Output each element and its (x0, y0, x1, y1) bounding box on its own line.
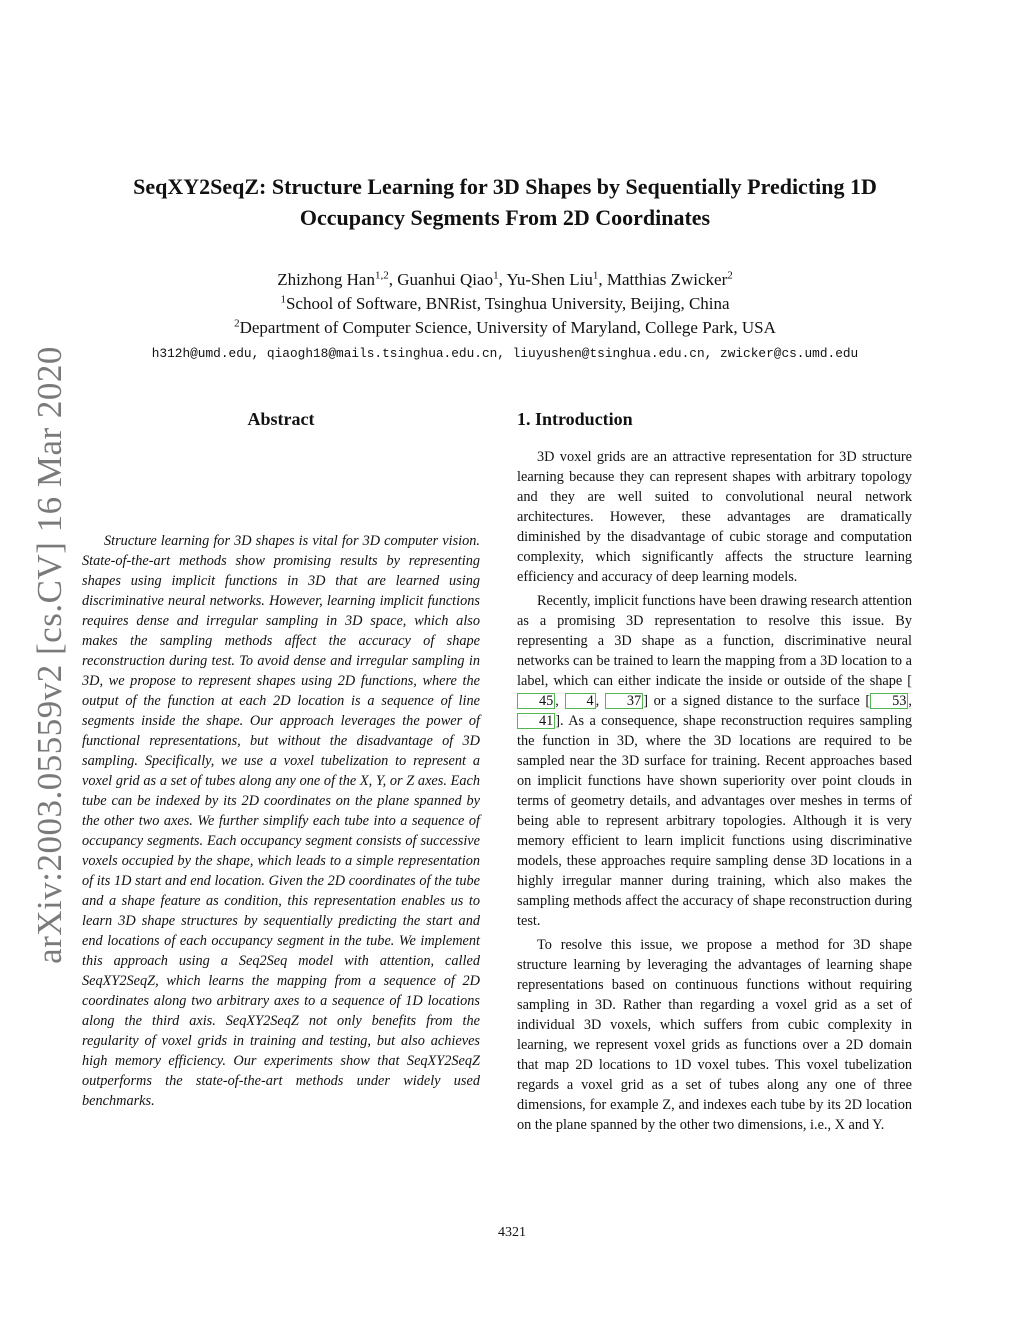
author-affiliation-mark: 1 (493, 269, 499, 282)
arxiv-stamp: arXiv:2003.05559v2 [cs.CV] 16 Mar 2020 (30, 346, 69, 964)
citation-separator: , (595, 693, 605, 709)
author-list (70, 268, 940, 292)
affiliation-2 (70, 316, 940, 340)
citation-separator: , (555, 693, 565, 709)
author-emails: h312h@umd.edu, qiaogh18@mails.tsinghua.edu.cn, liuyushen@tsinghua.edu.cn, zwicker@cs.umd.edu (151, 346, 859, 361)
citation-link[interactable]: 53 (870, 693, 908, 709)
intro-text-segment: ]. As a consequence, shape reconstruction requires sampling the function in 3D, where the 3D locations are required to be sampled near the 3D surface for training. Recent approaches based on implicit functions have shown superiority over point clouds in terms of geometry details, and advantages over meshes in terms of being able to represent arbitrary topologies. Although it is very memory efficient to learn implicit functions using discriminative models, these approaches require sampling dense 3D locations in a highly irregular manner during training, which also makes the sampling methods affect the accuracy of shape reconstruction during test. (517, 713, 912, 929)
intro-text-segment: ] or a signed distance to the surface [ (643, 693, 871, 709)
introduction-heading: 1. Introduction (517, 409, 633, 429)
title-line-1: SeqXY2SeqZ: Structure Learning for 3D Shapes by Sequentially Predicting 1D (133, 174, 877, 199)
affiliation-text: School of Software, BNRist, Tsinghua University, Beijing, China (285, 294, 730, 313)
citation-separator: , (908, 693, 912, 709)
affiliation-mark: 1 (280, 293, 286, 306)
intro-paragraph-3: To resolve this issue, we propose a method for 3D shape structure learning by leveraging the advantages of learning shape representations based on continuous functions without requiring sampling in 3D. Rather than regarding a voxel grid as a set of individual 3D voxels, which suffers from cubic complexity in learning, we represent voxel grids as functions over a 2D domain that map 2D locations to 1D voxel tubes. This voxel tubelization regards a voxel grid as a set of tubes along any one of three dimensions, for example Z, and indexes each tube by its 2D location on the plane spanned by the other two dimensions, i.e., X and Y. (517, 937, 912, 1133)
author-affiliation-mark: 1 (592, 269, 599, 282)
intro-paragraph-2 (517, 591, 912, 931)
affiliation-text: Department of Computer Science, University of Maryland, College Park, USA (239, 318, 776, 337)
author-name: , Yu-Shen Liu (498, 270, 593, 289)
title-line-2: Occupancy Segments From 2D Coordinates (299, 205, 711, 230)
citation-link[interactable]: 4 (565, 693, 596, 709)
author-affiliation-mark: 2 (727, 269, 733, 282)
citation-link[interactable]: 45 (517, 693, 555, 709)
abstract-paragraph: Structure learning for 3D shapes is vital for 3D computer vision. State-of-the-art methods show promising results by representing shapes using implicit functions in 3D that are learned using discriminative neural networks. However, learning implicit functions requires dense and irregular sampling in 3D space, which also makes the sampling methods affect the accuracy of shape reconstruction during test. To avoid dense and irregular sampling in 3D, we propose to represent shapes using 2D functions, where the output of the function at each 2D location is a sequence of line segments inside the shape. Our approach leverages the power of functional representations, but without the disadvantage of 3D sampling. Specifically, we use a voxel tubelization to represent a voxel grid as a set of tubes along any one of the X, Y, or Z axes. Each tube can be indexed by its 2D coordinates on the plane spanned by the other two axes. We further simplify each tube into a sequence of occupancy segments. Each occupancy segment consists of successive voxels occupied by the shape, which leads to a simple representation of its 1D start and end location. Given the 2D coordinates of the tube and a shape feature as condition, this representation enables us to learn 3D shape structures by sequentially predicting the start and end locations of each occupancy segment in the tube. We implement this approach using a Seq2Seq model with attention, called SeqXY2SeqZ, which learns the mapping from a sequence of 2D coordinates along two arbitrary axes to a sequence of 1D locations along the third axis. SeqXY2SeqZ not only benefits from the regularity of voxel grids in training and testing, but also achieves high memory efficiency. Our experiments show that SeqXY2SeqZ outperforms the state-of-the-art methods under widely used benchmarks. (82, 533, 480, 1109)
abstract-heading: Abstract (247, 409, 315, 429)
page-number: 4321 (498, 1225, 526, 1240)
affiliation-mark: 2 (234, 317, 240, 330)
author-affiliation-mark: 1,2 (374, 269, 389, 282)
abstract-body (82, 531, 480, 1111)
intro-paragraph-1: 3D voxel grids are an attractive representation for 3D structure learning because they can represent shapes with arbitrary topology and they are well suited to convolutional neural network architectures. However, these advantages are dramatically diminished by the disadvantage of cubic storage and computation complexity, which significantly affects the structure learning efficiency and accuracy of deep learning models. (517, 449, 912, 585)
intro-text-segment: Recently, implicit functions have been drawing research attention as a promising 3D representation to resolve this issue. By representing a 3D shape as a function, discriminative neural networks can be trained to learn the mapping from a 3D location to a label, which can either indicate the inside or outside of the shape [ (517, 593, 912, 689)
citation-link[interactable]: 41 (517, 713, 555, 729)
author-block (70, 268, 940, 340)
introduction-body (517, 447, 912, 1139)
author-name: , Matthias Zwicker (598, 270, 728, 289)
citation-link[interactable]: 37 (605, 693, 643, 709)
author-name: , Guanhui Qiao (388, 270, 494, 289)
author-name: Zhizhong Han (277, 270, 375, 289)
paper-title (70, 171, 940, 233)
affiliation-1 (70, 292, 940, 316)
